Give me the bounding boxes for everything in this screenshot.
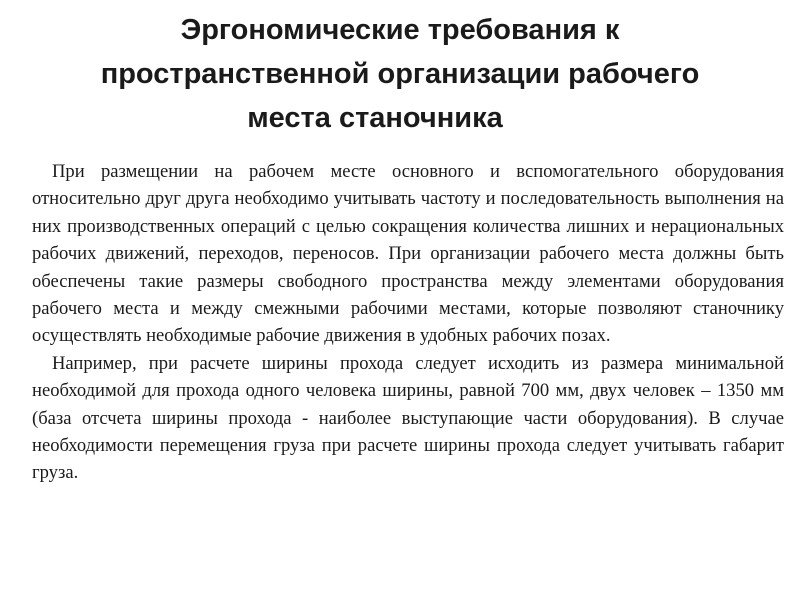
title-line-1: Эргономические требования к	[180, 14, 620, 46]
title-line-2: пространственной организации рабочего	[100, 58, 700, 90]
paragraph-1: При размещении на рабочем месте основного и вспомогательного оборудования относительно друг друга необходимо учитывать частоту и последовательность выполнения на них производственных операций с целью сокращения количества лишних и нерациональных рабочих движений, переходов, переносов. При организации рабочего места должны быть обеспечены такие размеры свободного пространства между элементами оборудования рабочего места и между смежными рабочими местами, которые позволяют станочнику осуществлять необходимые рабочие движения в удобных рабочих позах.	[32, 161, 784, 347]
paragraph-2: Например, при расчете ширины прохода следует исходить из размера минимальной необходимой для прохода одного человека ширины, равной 700 мм, двух человек – 1350 мм (база отсчета ширины прохода - наиболее выступающие части оборудования). В случае необходимости перемещения груза при расчете ширины прохода следует учитывать габарит груза.	[32, 352, 784, 484]
slide-body	[32, 158, 784, 487]
slide-title	[40, 8, 760, 140]
title-line-3: места станочника	[247, 102, 503, 134]
